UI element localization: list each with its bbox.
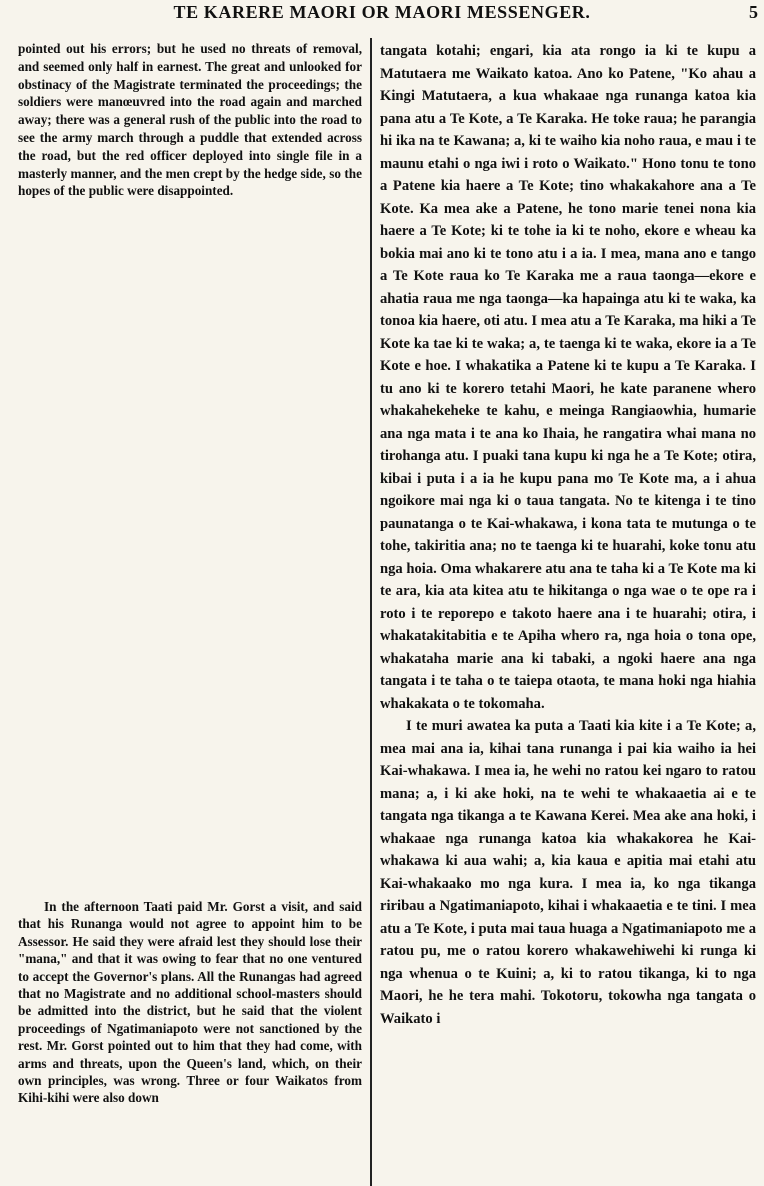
page-number: 5 (749, 2, 758, 22)
english-paragraph-top: pointed out his errors; but he used no threats of removal, and seemed only half in earnest. The great and unlooked for obstinacy of the Magistrate terminated the proceedings; the soldiers were manœuvred into the road again and marched away; there was a general rush of the public into the road to see the army march through a puddle that extended across the road, but the red officer deployed into single file in a masterly manner, and the men crept by the hedge side, so the hopes of the public were disappointed. (18, 41, 362, 199)
column-divider (370, 38, 372, 1186)
english-column-top (18, 40, 362, 200)
newspaper-title: TE KARERE MAORI OR MAORI MESSENGER. (173, 2, 591, 22)
page-header (0, 0, 764, 40)
maori-paragraph-2: I te muri awatea ka puta a Taati kia kite i a Te Kote; a, mea mai ana ia, kihai tana runanga i pai kia waiho ia hei Kai-whakawa. I mea ia, he wehi no ratou kei ngaro to ratou mana; a, i ki ake hoki, na te wehi te whakaaetia ai e te tangata nga tikanga a te Kawana Kerei. Mea ake ana hoki, i whakaae nga runanga katoa kia whakakorea he Kai-whakawa ki aua wahi; a, kia kaua e apitia mai etahi atu Kai-whakaako mo nga kura. I mea ia, ko nga tikanga riribau a Ngatimaniapoto, kihai i whakaaetia e te tini. I mea atu a Te Kote, i puta mai taua huaga a Ngatimaniapoto me a ratou pu, me o ratou korero whakawehiwehi ki runga ki nga whenua o te Kuini; a, ki to ratou tikanga, ki to nga Maori, he he tera mahi. Tokotoru, tokowha nga tangata o Waikato i (380, 718, 756, 1027)
english-column-bottom (18, 898, 362, 1107)
english-paragraph-bottom: In the afternoon Taati paid Mr. Gorst a visit, and said that his Runanga would not agree to appoint him to be Assessor. He said they were afraid lest they should lose their "mana," and that it was owing to fear that no one ventured to accept the Governor's plans. All the Runangas had agreed that no Magistrate and no additional school-masters should be admitted into the district, but he said that the violent proceedings of Ngatimaniapoto were not sanctioned by the rest. Mr. Gorst pointed out to him that they had come, with arms and threats, upon the Queen's land, which, on their own principles, was wrong. Three or four Waikatos from Kihi-kihi were also down (18, 899, 362, 1106)
maori-column (380, 40, 756, 1030)
maori-paragraph-1: tangata kotahi; engari, kia ata rongo ia ki te kupu a Matutaera me Waikato katoa. Ano ko Patene, "Ko ahau a Kingi Matutaera, a kua whakaae nga runanga katoa kia pana atu a Te Kote, a Te Karaka. He toke raua; he parangia hi ika na te Kawana; a, ki te waiho kia noho raua, e mau i te maunu etahi o nga iwi i roto o Waikato." Hono tonu te tono a Patene kia haere a Te Kote; tino whakakahore ana a Te Kote. Ka mea ake a Patene, he tono marie tenei nona kia haere a Te Kote; ki te tohe ia ki te noho, ekore e wheau ka bokia mai ano ki te tono atu i a ia. I mea, mana ano e tango a Te Kote raua ko Te Karaka me a raua taonga—ekore e ahatia raua me nga taonga—ka hapainga atu ki te waka, ka tonoa kia haere, oti atu. I mea atu a Te Karaka, ma hiki a Te Kote ka tae ki te waka; a, te taenga ki te waka, ekore ia a Te Kote e hoe. I whakatika a Patene ki te kupu a Te Karaka. I tu ano ki te korero tetahi Maori, he kate paranene whero whakahekeheke te kahu, e meinga Rangiaowhia, humarie ana nga mata i te ana ko Ihaia, he rangatira whai mana no tirohanga atu. I puaki tana kupu ki nga he a Te Kote; otira, kibai i puta i a ia he kupu pana mo Te Kote ma, a i ahua ngoikore mai nga ki o taua tangata. No te kitenga i te tino paunatanga o te Kai-whakawa, i kona tata te mutunga o te tohe, takiritia ana; no te taenga ki te huarahi, koke tonu atu nga hoia. Oma whakarere atu ana te taha ki a Te Kote ma ki te ara, kia ata kitea atu te hikitanga o nga wae o te ope ra i roto i te reporepo e takoto haere ana i te huarahi; otira, i whakatakitabitia e te Apiha whero ra, nga hoia o tona ope, whakataha marie ana ki tabaki, a ngoki haere ana nga tangata i te taha o te taiepa otaota, te mana hoki nga hiahia whakakata o te tokomaha. (380, 43, 756, 712)
